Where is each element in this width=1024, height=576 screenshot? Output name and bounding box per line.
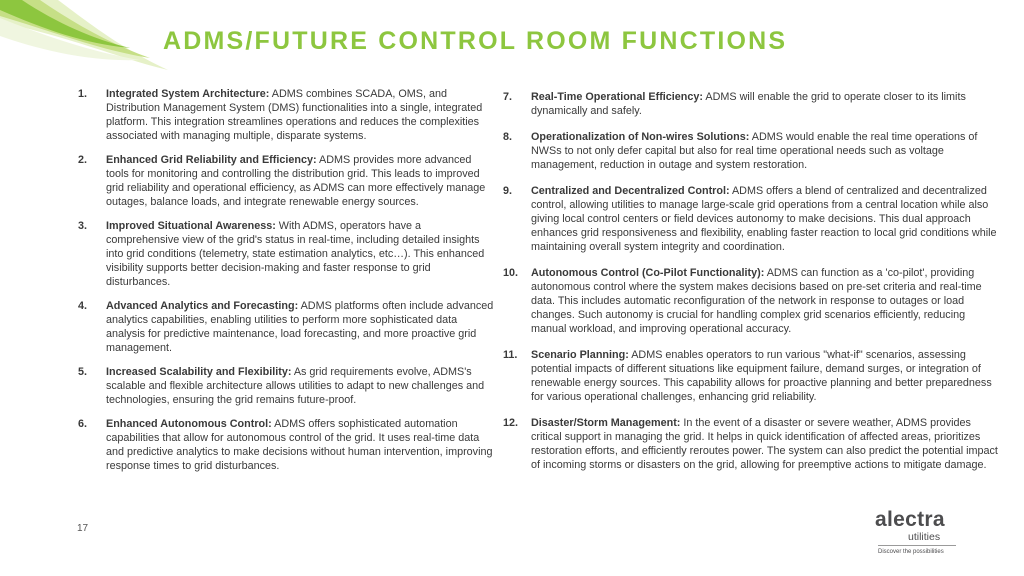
item-label: Enhanced Grid Reliability and Efficiency: bbox=[106, 154, 317, 166]
item-body bbox=[531, 90, 999, 118]
list-item bbox=[78, 153, 494, 209]
logo-divider bbox=[878, 545, 956, 546]
item-text: ADMS will enable the grid to operate closer to its limits dynamically and safely. bbox=[531, 91, 966, 117]
item-text: ADMS combines SCADA, OMS, and Distribution Management System (DMS) functionalities into a single, integrated platform. This integration streamlines operations and reduces the complexities associated with managing multiple, disparate systems. bbox=[106, 88, 483, 142]
decorative-swoosh bbox=[0, 0, 170, 80]
item-number: 1. bbox=[78, 88, 88, 100]
left-column bbox=[78, 87, 494, 483]
list-item bbox=[503, 348, 999, 404]
list-item bbox=[78, 219, 494, 289]
item-body bbox=[106, 153, 494, 209]
item-text: With ADMS, operators have a comprehensive view of the grid's status in real-time, including detailed insights into grid conditions (telemetry, state estimation analytics, etc…). This enhanced visibility supports better decision-making and faster response to grid disturbances. bbox=[106, 220, 485, 288]
item-label: Disaster/Storm Management: bbox=[531, 417, 681, 429]
list-item bbox=[503, 184, 999, 254]
item-number: 3. bbox=[78, 220, 88, 232]
item-text: ADMS enables operators to run various "what-if" scenarios, assessing potential impacts of different situations like equipment failure, demand surges, or integration of renewable energy sources. This capability allows for proactive planning and better preparedness for various operational challenges, enhancing grid reliability. bbox=[531, 349, 992, 403]
item-label: Improved Situational Awareness: bbox=[106, 220, 276, 232]
item-body bbox=[531, 348, 999, 404]
item-text: ADMS would enable the real time operations of NWSs to not only defer capital but also for real time operational needs such as voltage management, reduction in outage and system restoration. bbox=[531, 131, 978, 171]
list-item bbox=[503, 266, 999, 336]
item-body bbox=[106, 299, 494, 355]
list-item bbox=[78, 417, 494, 473]
item-number: 6. bbox=[78, 418, 88, 430]
item-text: ADMS offers sophisticated automation capabilities that allow for autonomous control of the grid. It uses real-time data and predictive analytics to make decisions without human intervention, improving response times to grid disturbances. bbox=[106, 418, 493, 472]
item-text: As grid requirements evolve, ADMS's scalable and flexible architecture allows utilities to adapt to new challenges and technologies, ensuring the grid remains future-proof. bbox=[106, 366, 485, 406]
item-label: Centralized and Decentralized Control: bbox=[531, 185, 730, 197]
item-text: ADMS platforms often include advanced analytics capabilities, enabling utilities to perform more sophisticated data analysis for predictive maintenance, load forecasting, and more proactive grid management. bbox=[106, 300, 494, 354]
item-number: 5. bbox=[78, 366, 88, 378]
item-number: 2. bbox=[78, 154, 88, 166]
item-number: 11. bbox=[503, 349, 518, 361]
item-text: ADMS provides more advanced tools for monitoring and controlling the distribution grid. This leads to improved grid reliability and operational efficiency, as ADMS can more effectively manage outages, balance loads, and integrate renewable energy sources. bbox=[106, 154, 486, 208]
item-body bbox=[106, 365, 494, 407]
item-number: 12. bbox=[503, 417, 519, 429]
logo-tagline: Discover the possibilities bbox=[878, 549, 944, 555]
item-number: 7. bbox=[503, 91, 513, 103]
item-label: Real-Time Operational Efficiency: bbox=[531, 91, 704, 103]
item-body bbox=[531, 416, 999, 472]
item-label: Scenario Planning: bbox=[531, 349, 629, 361]
list-item bbox=[78, 365, 494, 407]
item-number: 4. bbox=[78, 300, 88, 312]
item-body bbox=[106, 87, 494, 143]
item-body bbox=[531, 130, 999, 172]
item-text: ADMS can function as a 'co-pilot', providing autonomous control where the system makes decisions based on pre-set criteria and real-time data. This includes automatic reconfiguration of the network in response to outages or load changes. Such autonomy is crucial for handling complex grid scenarios efficiently, reducing manual workload, and improving operational accuracy. bbox=[531, 267, 982, 335]
item-label: Enhanced Autonomous Control: bbox=[106, 418, 272, 430]
slide-title: ADMS/FUTURE CONTROL ROOM FUNCTIONS bbox=[163, 27, 788, 55]
item-number: 9. bbox=[503, 185, 513, 197]
logo-subtitle: utilities bbox=[908, 531, 941, 543]
item-label: Operationalization of Non-wires Solutions: bbox=[531, 131, 750, 143]
item-label: Autonomous Control (Co-Pilot Functionality): bbox=[531, 267, 765, 279]
item-body bbox=[106, 219, 494, 289]
item-body bbox=[531, 266, 999, 336]
list-item bbox=[503, 130, 999, 172]
item-body bbox=[531, 184, 999, 254]
list-item bbox=[503, 90, 999, 118]
item-number: 8. bbox=[503, 131, 513, 143]
list-item bbox=[78, 299, 494, 355]
item-text: In the event of a disaster or severe weather, ADMS provides critical support in managing the grid. It helps in quick identification of affected areas, prioritizes restoration efforts, and efficiently reroutes power. The system can also predict the potential impact of incoming storms or disasters on the grid, allowing for preemptive actions to mitigate damage. bbox=[531, 417, 998, 471]
list-item bbox=[78, 87, 494, 143]
item-label: Advanced Analytics and Forecasting: bbox=[106, 300, 299, 312]
list-item bbox=[503, 416, 999, 472]
page-number: 17 bbox=[77, 523, 89, 534]
item-label: Integrated System Architecture: bbox=[106, 88, 270, 100]
item-body bbox=[106, 417, 494, 473]
item-label: Increased Scalability and Flexibility: bbox=[106, 366, 292, 378]
logo-wordmark: alectra bbox=[875, 508, 945, 531]
right-column bbox=[503, 90, 999, 484]
alectra-logo bbox=[868, 508, 962, 560]
item-number: 10. bbox=[503, 267, 519, 279]
item-text: ADMS offers a blend of centralized and decentralized control, allowing utilities to manage large-scale grid operations from a central location while also giving local control centers or field devices autonomy to make decisions. This dual approach enhances grid responsiveness and flexibility, enabling faster reaction to local grid conditions while maintaining overall system integrity and coordination. bbox=[531, 185, 997, 253]
